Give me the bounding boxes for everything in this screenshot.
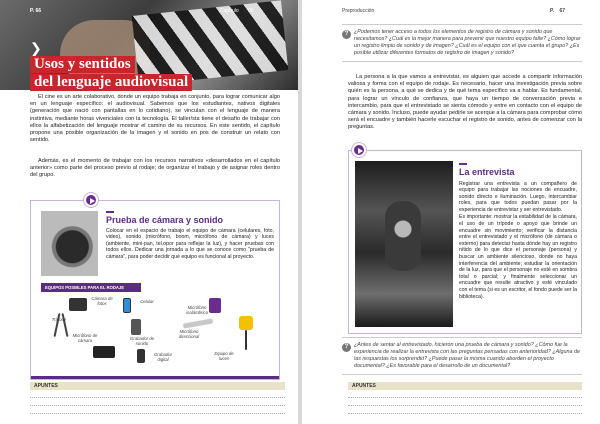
question-text: ¿Podemos tener acceso a todos los elementos de registro de cámara y sonido que necesitamos? ¿Cuál es la mejor manera para prevenir que nuestro equipo falle? ¿Cómo lograr un registro limpio de sonido y de imagen? ¿Cuál es el equipo con el que cuenta el grupo? ¿Es posible utilizar diferentes formatos de registro de imagen y sonido?: [354, 29, 581, 56]
label-mic-direccional: Micrófono direccional: [178, 329, 200, 339]
label-celular: Celular: [140, 299, 154, 304]
interview-paragraph: La persona a la que vamos a entrevistar, es alguien que accede a compartir información valiosa y forma con el equipo de rodaje. Es necesario, hacer una investigación previa sobre quién es la persona, a qué se dedica y de qué tema específico va a hablar. Es fundamental, para lograr un vínculo de confianza, que haya un tiempo de conversación previa e intercambio, para que el entrevistado se sienta cómodo y entre en contacto con el equipo de cámara y sonido. Incluso, puede ayudar pedirle se acerque a la cámara para comprobar cómo será el encuadre y también hacerle escuchar el registro de sonido, antes de comenzar con la preguntas.: [348, 74, 582, 131]
question-text: ¿Antes de sentar al entrevistado, hicieron una prueba de cámara y sonido? ¿Cómo fue la experiencia de realizar la entrevista con las preguntas pensadas con anterioridad? ¿Alguna de las respuestas los sorprendió? ¿Puede pasar la misma cuando aborden el proyecto documental? ¿Es favorable para el desarrollo de un documental?: [354, 342, 580, 369]
intro-paragraph: El cine es un arte colaborativo, donde un equipo trabaja en conjunto, para lograr comunicar algo en un lenguaje específico: el audiovisual. Sabemos que los estudiantes, nativos digitales (generación que nació con pantallas en lo cotidiano), se vinculan con el lenguaje de manera instintiva, mediante horas vivenciales con la tecnología. El taller/sta tiene el desafío de trabajar con ellos la alfabetización del lenguaje mostrar el camino de su recursos. En este sentido, el capítulo propone una posible organización de la imagen y el sonido en pos de construir un relato con sentido.: [30, 94, 280, 144]
boom-mic-icon: [183, 318, 213, 328]
label-grabador: Grabador de sonido: [129, 336, 155, 346]
card-title: Prueba de cámara y sonido: [106, 214, 224, 225]
label-mic-inalambrico: Micrófono inalámbrico: [186, 305, 208, 315]
second-paragraph: Además, es el momento de trabajar con los recursos narrativos «desarrollados en el capítulo anterior» como parte del proceso previo al rodaje; de organizar el trabajo y de asignar roles dentro del grupo.: [30, 158, 280, 179]
right-page: [302, 0, 600, 424]
sound-recorder-icon: [131, 319, 141, 335]
page-number: 67: [559, 8, 566, 14]
page-number-label: [550, 8, 565, 14]
card-title: La entrevista: [459, 166, 515, 177]
light-icon: [239, 316, 253, 330]
page-prefix: P.: [30, 8, 35, 14]
activity-card-camera: [30, 200, 280, 380]
interview-photo: [355, 161, 453, 327]
light-stand-icon: [245, 330, 247, 350]
label-grabador-digital: Grabador digital: [153, 352, 173, 362]
running-head: Preproducción: [342, 8, 375, 14]
microphone-photo: [385, 201, 421, 271]
question-box-top: [342, 24, 582, 62]
accent-dash: [459, 163, 467, 165]
video-camera-icon: [93, 346, 115, 358]
play-icon[interactable]: [84, 193, 98, 207]
page-number: 66: [35, 8, 42, 14]
label-equipo-luces: Equipo de luces: [214, 351, 234, 361]
digital-recorder-icon: [137, 349, 145, 363]
card-text: Colocar en el espacio de trabajo el equipo de cámara (celulares, foto, video), sonido (micrófono, boom, micrófono de cámara) y luces (ambiente, mini-pan, tel.opor para reflejar la luz), y hacer pruebas con todos ellos. Dedicar una jornada a lo que se conoce como "prueba de cámara", para poder decidir qué equipo es funcional al proyecto.: [106, 227, 274, 260]
notes-line[interactable]: [348, 406, 582, 414]
label-camara-fotos: Cámara de fotos: [91, 296, 113, 306]
question-icon: ?: [342, 30, 351, 39]
card-text-2: Es importante: mostrar la estabilidad de la cámara, el uso de un trípode o apoyo que brinde un encuadre sin movimiento; verificar la distancia entre el entrevistado y el micrófono (de cámara o externo) para detectar hasta dónde hay un registro nítido de lo que dice el personaje (persona) y buscar un ambiente silencioso, donde no haya interferencia del ambiente; estudiar la orientación de la luz, para que el personaje no esté en sombra total o parcial; y finalmente seleccionar un encuadre que resulte atractivo y esté vinculado con el tema (si es un escritor, el fondo puede ser la biblioteca).: [459, 214, 577, 300]
notes-line[interactable]: [30, 390, 285, 398]
notes-header: APUNTES: [348, 382, 582, 390]
card-body: [459, 163, 577, 300]
card-body: [106, 211, 274, 260]
activity-card-interview: [348, 150, 582, 334]
card-bottom-bar: [31, 376, 279, 379]
notes-line[interactable]: [348, 390, 582, 398]
photo-camera-icon: [69, 298, 87, 311]
chapter-word: Capítulo: [220, 8, 239, 14]
accent-dash: [106, 211, 114, 213]
question-box-bottom: [342, 337, 582, 375]
notes-section: [348, 382, 582, 420]
chapter-label: [220, 8, 254, 14]
notes-line[interactable]: [30, 406, 285, 414]
camera-lens-photo: [41, 211, 98, 276]
page-title: [30, 56, 192, 92]
notes-line[interactable]: [348, 398, 582, 406]
chevron-right-icon: ❯: [30, 40, 42, 56]
left-page: [0, 0, 298, 424]
page-prefix: P.: [550, 8, 555, 14]
title-line-1: Usos y sentidos: [30, 56, 135, 73]
label-mic-camara: Micrófono de cámara: [72, 333, 98, 343]
question-icon: ?: [342, 343, 351, 352]
chapter-number: 05: [248, 8, 254, 14]
notes-section: [30, 382, 285, 420]
notes-header: APUNTES: [30, 382, 285, 390]
equipment-header: EQUIPOS POSIBLES PARA EL RODAJE: [41, 283, 141, 292]
notes-line[interactable]: [30, 398, 285, 406]
phone-icon: [123, 298, 131, 313]
play-icon[interactable]: [352, 143, 366, 157]
card-text-1: Registrar una entrevista a un compañero de equipo para trabajar las nociones de encuadre, sonido directo e iluminación. Luego, intercambiar roles, para que todos puedan pasar por la experiencia de entrevistar y ser entrevistado.: [459, 180, 577, 213]
page-number-label: [30, 8, 41, 14]
label-tripode: Trípode: [51, 317, 67, 322]
title-line-2: del lenguaje audiovisual: [30, 74, 192, 91]
